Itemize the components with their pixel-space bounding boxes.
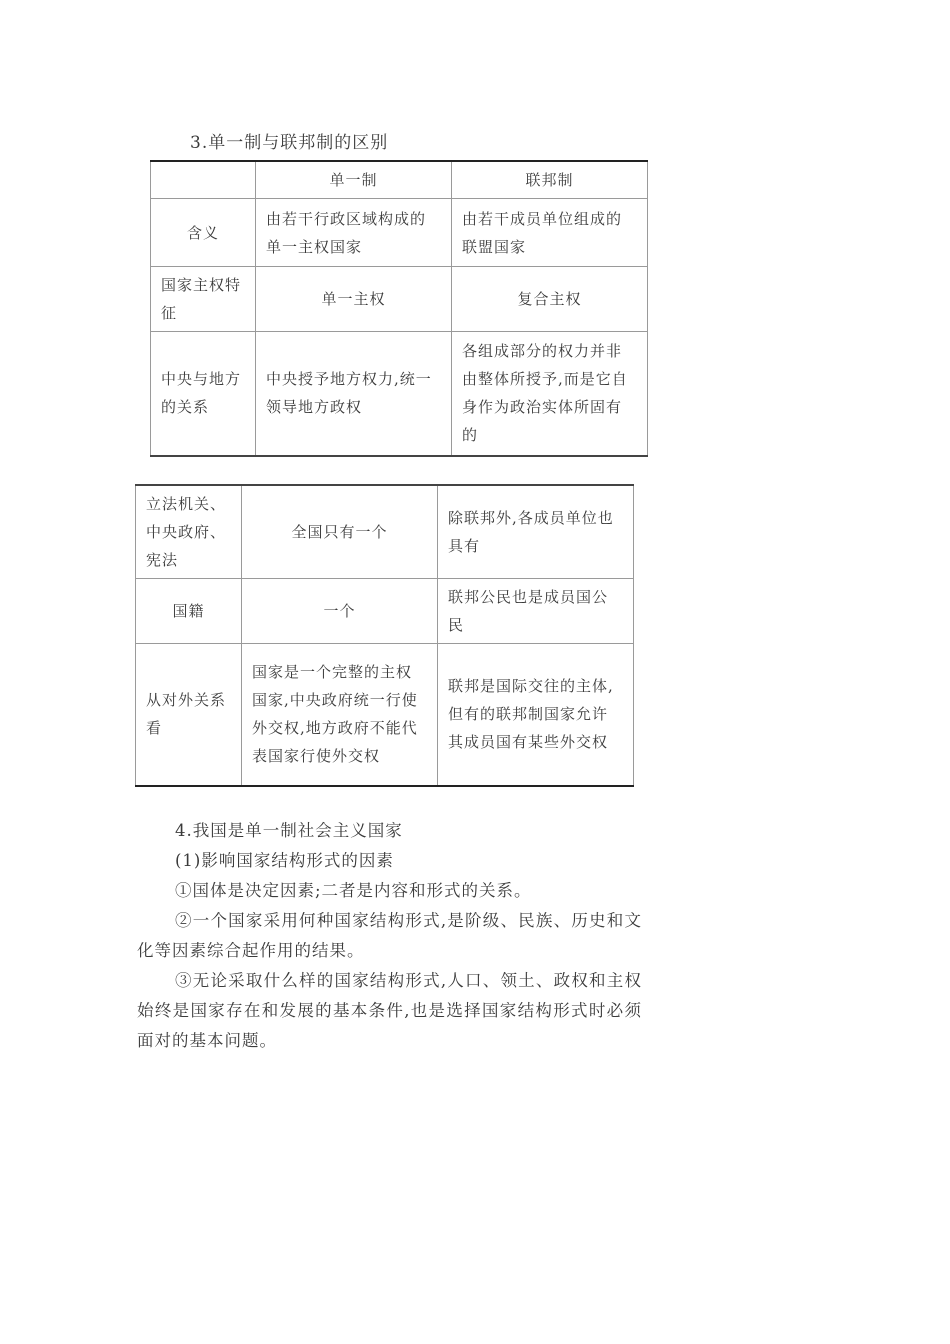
federal-cell: 联邦公民也是成员国公民 [438, 579, 634, 644]
federal-cell: 联邦是国际交往的主体,但有的联邦制国家允许其成员国有某些外交权 [438, 644, 634, 786]
paragraph-point-3: ③无论采取什么样的国家结构形式,人口、领土、政权和主权始终是国家存在和发展的基本条件,也是选择国家结构形式时必须面对的基本问题。 [137, 971, 642, 1050]
table-row [136, 644, 634, 786]
paragraph-heading: 4.我国是单一制社会主义国家 [175, 821, 403, 840]
unitary-cell: 国家是一个完整的主权国家,中央政府统一行使外交权,地方政府不能代表国家行使外交权 [242, 644, 438, 786]
comparison-table-part2 [135, 484, 634, 787]
paragraph-point-2: ②一个国家采用何种国家结构形式,是阶级、民族、历史和文化等因素综合起作用的结果。 [137, 911, 642, 960]
row-label: 国籍 [136, 579, 242, 644]
section-title: 3.单一制与联邦制的区别 [190, 133, 389, 153]
federal-cell: 各组成部分的权力并非由整体所授予,而是它自身作为政治实体所固有的 [452, 332, 648, 456]
header-cell-empty [151, 161, 256, 199]
row-label: 国家主权特征 [151, 267, 256, 332]
table-row [151, 199, 648, 267]
unitary-cell: 单一主权 [256, 267, 452, 332]
table-row [151, 267, 648, 332]
row-label: 立法机关、中央政府、宪法 [136, 485, 242, 579]
paragraph-point-1: ①国体是决定因素;二者是内容和形式的关系。 [175, 881, 532, 900]
unitary-cell: 中央授予地方权力,统一领导地方政权 [256, 332, 452, 456]
unitary-cell: 由若干行政区域构成的单一主权国家 [256, 199, 452, 267]
table-row [151, 332, 648, 456]
federal-cell: 除联邦外,各成员单位也具有 [438, 485, 634, 579]
header-cell-federal: 联邦制 [452, 161, 648, 199]
unitary-cell: 一个 [242, 579, 438, 644]
table-row [136, 579, 634, 644]
unitary-cell: 全国只有一个 [242, 485, 438, 579]
header-cell-unitary: 单一制 [256, 161, 452, 199]
federal-cell: 复合主权 [452, 267, 648, 332]
table-header-row [151, 161, 648, 199]
row-label: 含义 [151, 199, 256, 267]
paragraph-subheading: (1)影响国家结构形式的因素 [175, 851, 394, 870]
row-label: 从对外关系看 [136, 644, 242, 786]
row-label: 中央与地方的关系 [151, 332, 256, 456]
comparison-table-part1 [150, 160, 648, 457]
table-row [136, 485, 634, 579]
federal-cell: 由若干成员单位组成的联盟国家 [452, 199, 648, 267]
